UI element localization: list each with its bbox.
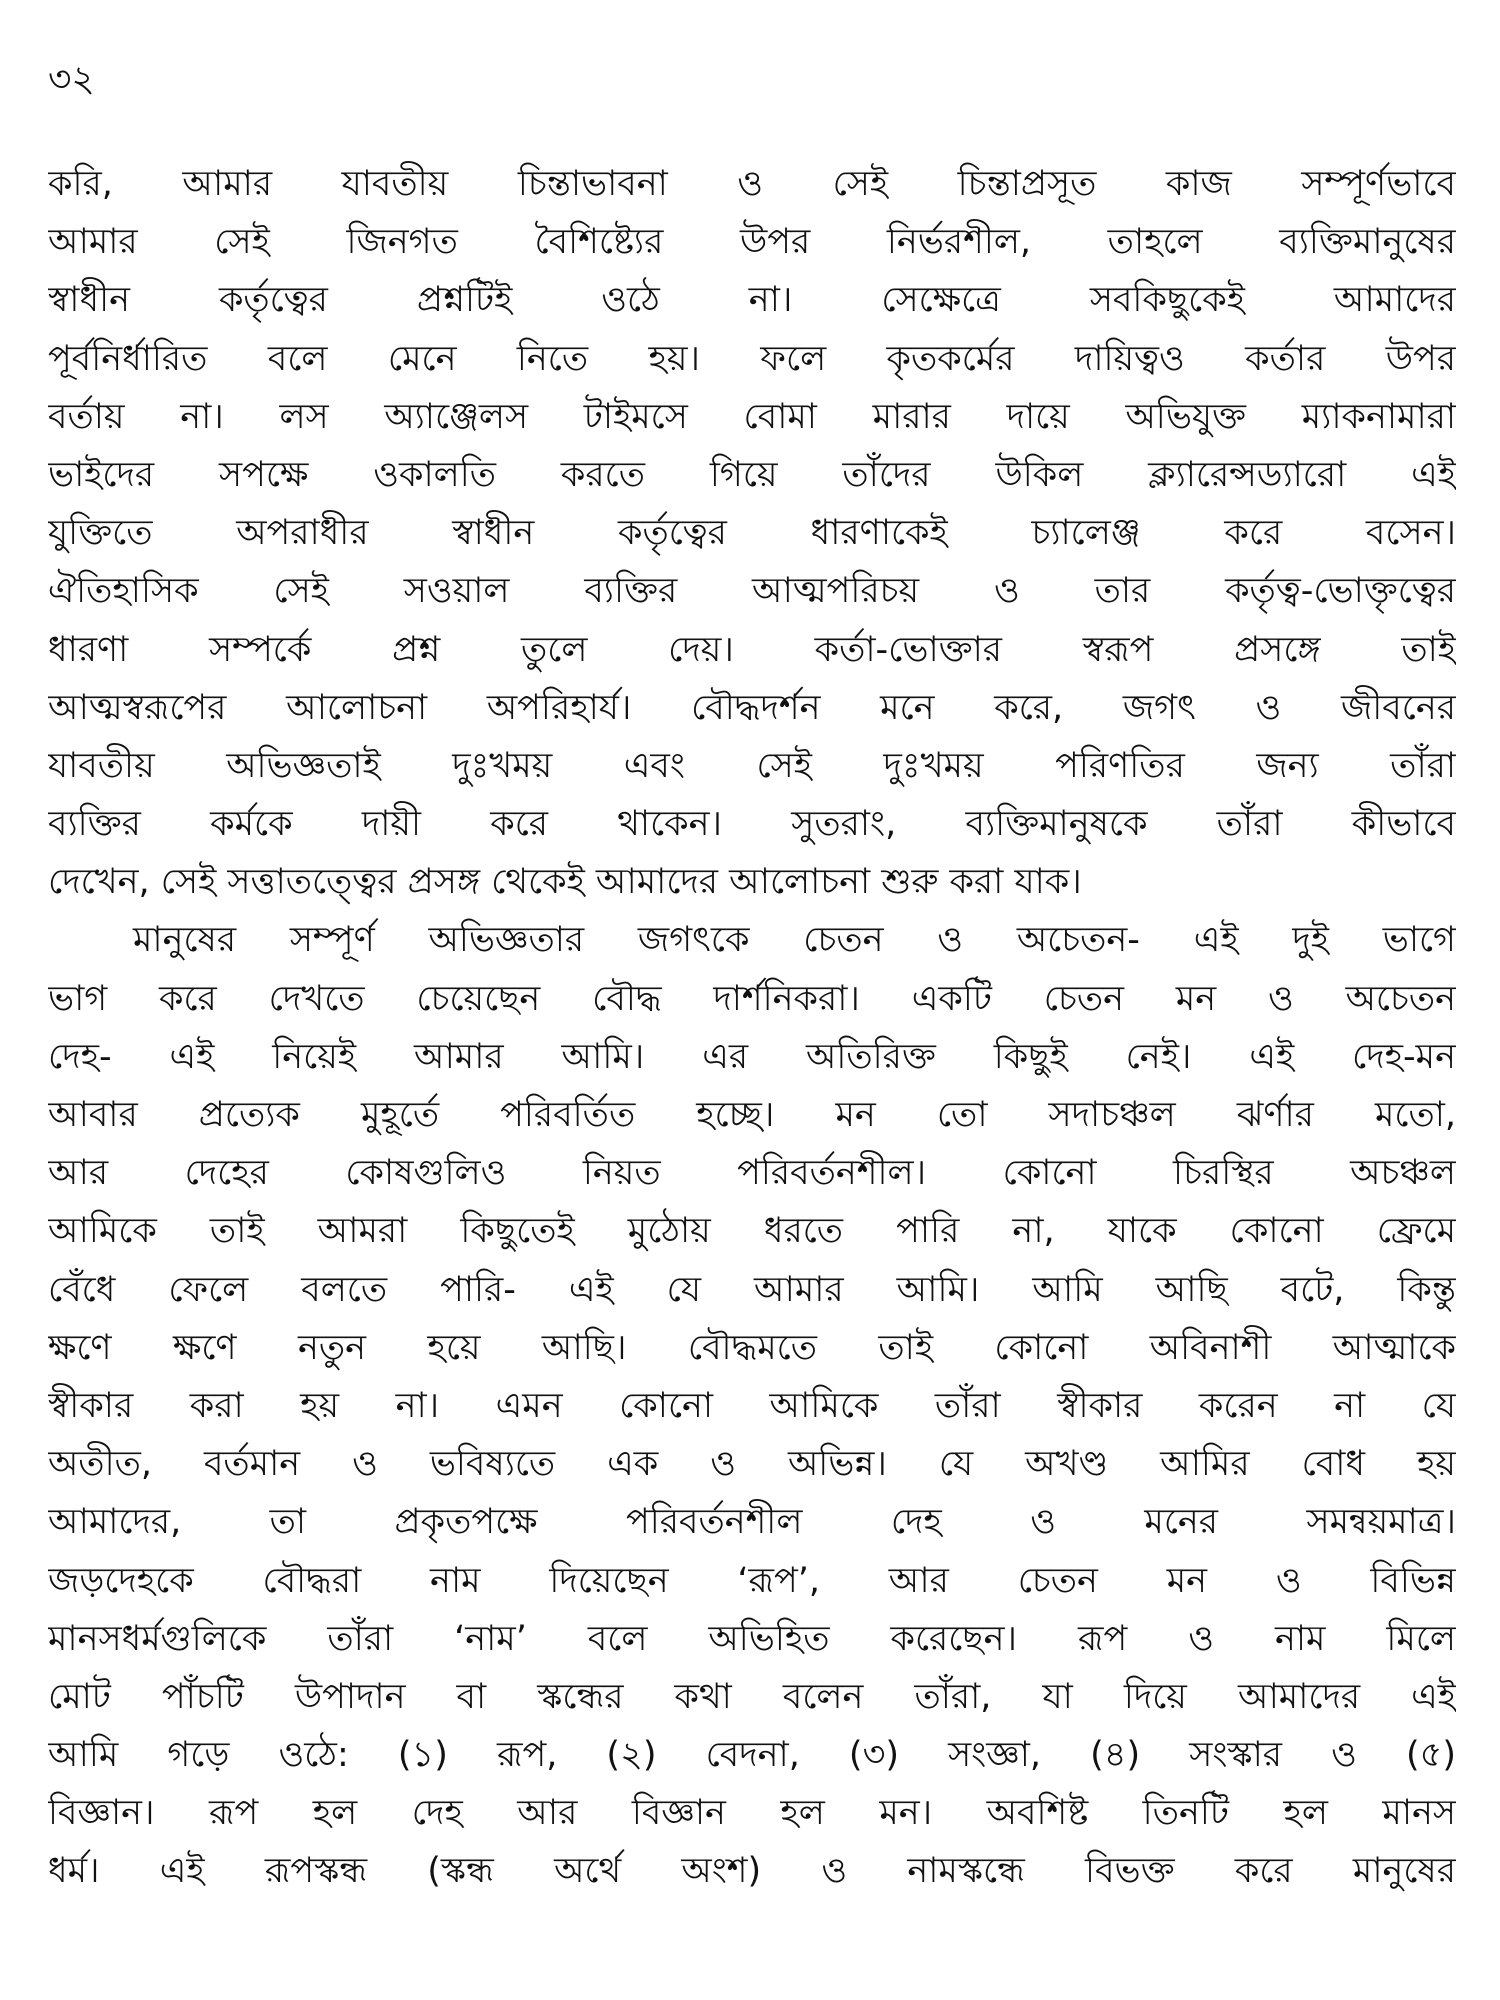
text-line: যাবতীয় অভিজ্ঞতাই দুঃখময় এবং সেই দুঃখময় পরিণতির জন্য তাঁরা xyxy=(48,745,1456,786)
text-line: করি, আমার যাবতীয় চিন্তাভাবনা ও সেই চিন্তাপ্রসূত কাজ সম্পূর্ণভাবে xyxy=(48,164,1456,204)
text-line: পূর্বনির্ধারিত বলে মেনে নিতে হয়। ফলে কৃতকর্মের দায়িত্বও কর্তার উপর xyxy=(48,338,1456,379)
text-line: স্বীকার করা হয় না। এমন কোনো আমিকে তাঁরা স্বীকার করেন না যে xyxy=(48,1385,1456,1426)
body-text xyxy=(48,155,1456,1901)
text-line: মানুষের সম্পূর্ণ অভিজ্ঞতার জগৎকে চেতন ও অচেতন- এই দুই ভাগে xyxy=(133,920,1456,961)
text-line: আমাদের, তা প্রকৃতপক্ষে পরিবর্তনশীল দেহ ও মনের সমন্বয়মাত্র। xyxy=(48,1502,1456,1543)
text-line: মোট পাঁচটি উপাদান বা স্কন্ধের কথা বলেন তাঁরা, যা দিয়ে আমাদের এই xyxy=(48,1676,1456,1717)
paragraph-1 xyxy=(48,155,1456,911)
text-line: দেহ- এই নিয়েই আমার আমি। এর অতিরিক্ত কিছুই নেই। এই দেহ-মন xyxy=(48,1036,1456,1077)
text-line: স্বাধীন কর্তৃত্বের প্রশ্নটিই ওঠে না। সেক্ষেত্রে সবকিছুকেই আমাদের xyxy=(48,280,1456,321)
text-line: জড়দেহকে বৌদ্ধরা নাম দিয়েছেন ‘রূপ’, আর চেতন মন ও বিভিন্ন xyxy=(48,1560,1456,1601)
text-line: বর্তায় না। লস অ্যাঞ্জেলস টাইমসে বোমা মারার দায়ে অভিযুক্ত ম্যাকনামারা xyxy=(48,396,1456,437)
text-line: ক্ষণে ক্ষণে নতুন হয়ে আছি। বৌদ্ধমতে তাই কোনো অবিনাশী আত্মাকে xyxy=(48,1327,1456,1368)
text-line: অতীত, বর্তমান ও ভবিষ্যতে এক ও অভিন্ন। যে অখণ্ড আমির বোধ হয় xyxy=(48,1444,1456,1485)
text-line: মানসধর্মগুলিকে তাঁরা ‘নাম’ বলে অভিহিত করেছেন। রূপ ও নাম মিলে xyxy=(48,1618,1456,1659)
text-line: ব্যক্তির কর্মকে দায়ী করে থাকেন। সুতরাং, ব্যক্তিমানুষকে তাঁরা কীভাবে xyxy=(48,804,1456,845)
text-line: আমার সেই জিনগত বৈশিষ্ট্যের উপর নির্ভরশীল, তাহলে ব্যক্তিমানুষের xyxy=(48,222,1456,263)
text-line: যুক্তিতে অপরাধীর স্বাধীন কর্তৃত্বের ধারণাকেই চ্যালেঞ্জ করে বসেন। xyxy=(48,513,1456,554)
text-line: আর দেহের কোষগুলিও নিয়ত পরিবর্তনশীল। কোনো চিরস্থির অচঞ্চল xyxy=(48,1153,1456,1194)
paragraph-2 xyxy=(48,911,1456,1900)
text-line: দেখেন, সেই সত্তাতত্ত্বের প্রসঙ্গ থেকেই আমাদের আলোচনা শুরু করা যাক। xyxy=(48,862,1082,903)
text-line: বিজ্ঞান। রূপ হল দেহ আর বিজ্ঞান হল মন। অবশিষ্ট তিনটি হল মানস xyxy=(48,1793,1456,1834)
text-line: ধারণা সম্পর্কে প্রশ্ন তুলে দেয়। কর্তা-ভোক্তার স্বরূপ প্রসঙ্গে তাই xyxy=(48,629,1456,670)
page-number: ৩২ xyxy=(48,59,95,100)
text-line: ধর্ম। এই রূপস্কন্ধ (স্কন্ধ অর্থে অংশ) ও নামস্কন্ধে বিভক্ত করে মানুষের xyxy=(48,1851,1456,1892)
text-line: আমি গড়ে ওঠে: (১) রূপ, (২) বেদনা, (৩) সংজ্ঞা, (৪) সংস্কার ও (৫) xyxy=(48,1735,1456,1776)
text-line: আমিকে তাই আমরা কিছুতেই মুঠোয় ধরতে পারি না, যাকে কোনো ফ্রেমে xyxy=(48,1211,1456,1252)
text-line: আবার প্রত্যেক মুহূর্তে পরিবর্তিত হচ্ছে। মন তো সদাচঞ্চল ঝর্ণার মতো, xyxy=(48,1095,1456,1135)
text-line: আত্মস্বরূপের আলোচনা অপরিহার্য। বৌদ্ধদর্শন মনে করে, জগৎ ও জীবনের xyxy=(48,687,1456,728)
text-line: বেঁধে ফেলে বলতে পারি- এই যে আমার আমি। আমি আছি বটে, কিন্তু xyxy=(48,1269,1456,1310)
text-line: ঐতিহাসিক সেই সওয়াল ব্যক্তির আত্মপরিচয় ও তার কর্তৃত্ব-ভোক্তৃত্বের xyxy=(48,571,1456,612)
text-line: ভাইদের সপক্ষে ওকালতি করতে গিয়ে তাঁদের উকিল ক্ল্যারেন্সড্যারো এই xyxy=(48,454,1456,495)
text-line: ভাগ করে দেখতে চেয়েছেন বৌদ্ধ দার্শনিকরা। একটি চেতন মন ও অচেতন xyxy=(48,978,1456,1019)
